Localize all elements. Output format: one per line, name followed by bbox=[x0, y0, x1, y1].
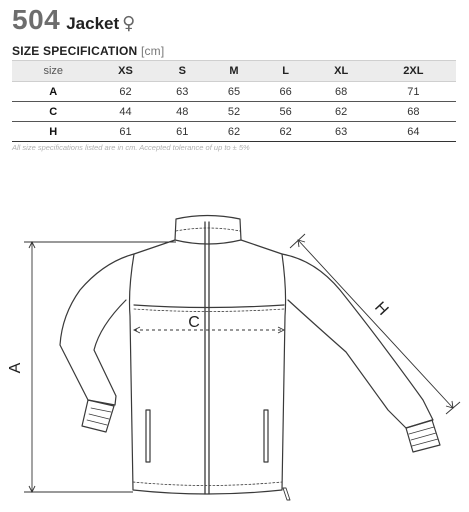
model-number: 504 bbox=[12, 4, 61, 35]
size-spec-unit: [cm] bbox=[140, 44, 165, 58]
right-pocket bbox=[264, 410, 268, 462]
dimension-h-label: H bbox=[371, 298, 392, 319]
table-cell: 44 bbox=[95, 102, 157, 122]
dimension-c-label: C bbox=[188, 314, 200, 331]
table-cell: 61 bbox=[95, 122, 157, 142]
table-cell: 68 bbox=[311, 82, 370, 102]
dimension-h-line bbox=[298, 240, 453, 408]
table-cell: 64 bbox=[371, 122, 456, 142]
jacket-body bbox=[130, 240, 286, 494]
table-cell: 52 bbox=[208, 102, 260, 122]
table-cell: 66 bbox=[260, 82, 312, 102]
header-cell-s: S bbox=[156, 61, 208, 82]
table-cell: 61 bbox=[156, 122, 208, 142]
female-symbol-icon: ♀ bbox=[122, 13, 136, 34]
table-cell: 63 bbox=[311, 122, 370, 142]
table-cell: 68 bbox=[371, 102, 456, 122]
table-cell: 56 bbox=[260, 102, 312, 122]
row-label: H bbox=[12, 122, 95, 142]
dimension-a-label: A bbox=[7, 362, 24, 374]
header-cell-xs: XS bbox=[95, 61, 157, 82]
header-cell-size: size bbox=[12, 61, 95, 82]
left-pocket bbox=[146, 410, 150, 462]
row-label: A bbox=[12, 82, 95, 102]
table-cell: 48 bbox=[156, 102, 208, 122]
tolerance-note: All size specifications listed are in cm. Accepted tolerance of up to ± 5% bbox=[12, 143, 250, 152]
header-cell-xl: XL bbox=[311, 61, 370, 82]
jacket-right-sleeve bbox=[282, 254, 433, 428]
table-cell: 63 bbox=[156, 82, 208, 102]
header-cell-l: L bbox=[260, 61, 312, 82]
table-cell: 71 bbox=[371, 82, 456, 102]
table-cell: 62 bbox=[260, 122, 312, 142]
header-cell-m: M bbox=[208, 61, 260, 82]
model-name: Jacket bbox=[66, 14, 120, 33]
right-cuff bbox=[406, 420, 440, 452]
table-cell: 62 bbox=[95, 82, 157, 102]
size-spec-title-text: SIZE SPECIFICATION bbox=[12, 44, 138, 58]
header-cell-2xl: 2XL bbox=[371, 61, 456, 82]
table-cell: 62 bbox=[208, 122, 260, 142]
row-label: C bbox=[12, 102, 95, 122]
jacket-left-sleeve bbox=[60, 254, 134, 405]
table-cell: 65 bbox=[208, 82, 260, 102]
table-cell: 62 bbox=[311, 102, 370, 122]
